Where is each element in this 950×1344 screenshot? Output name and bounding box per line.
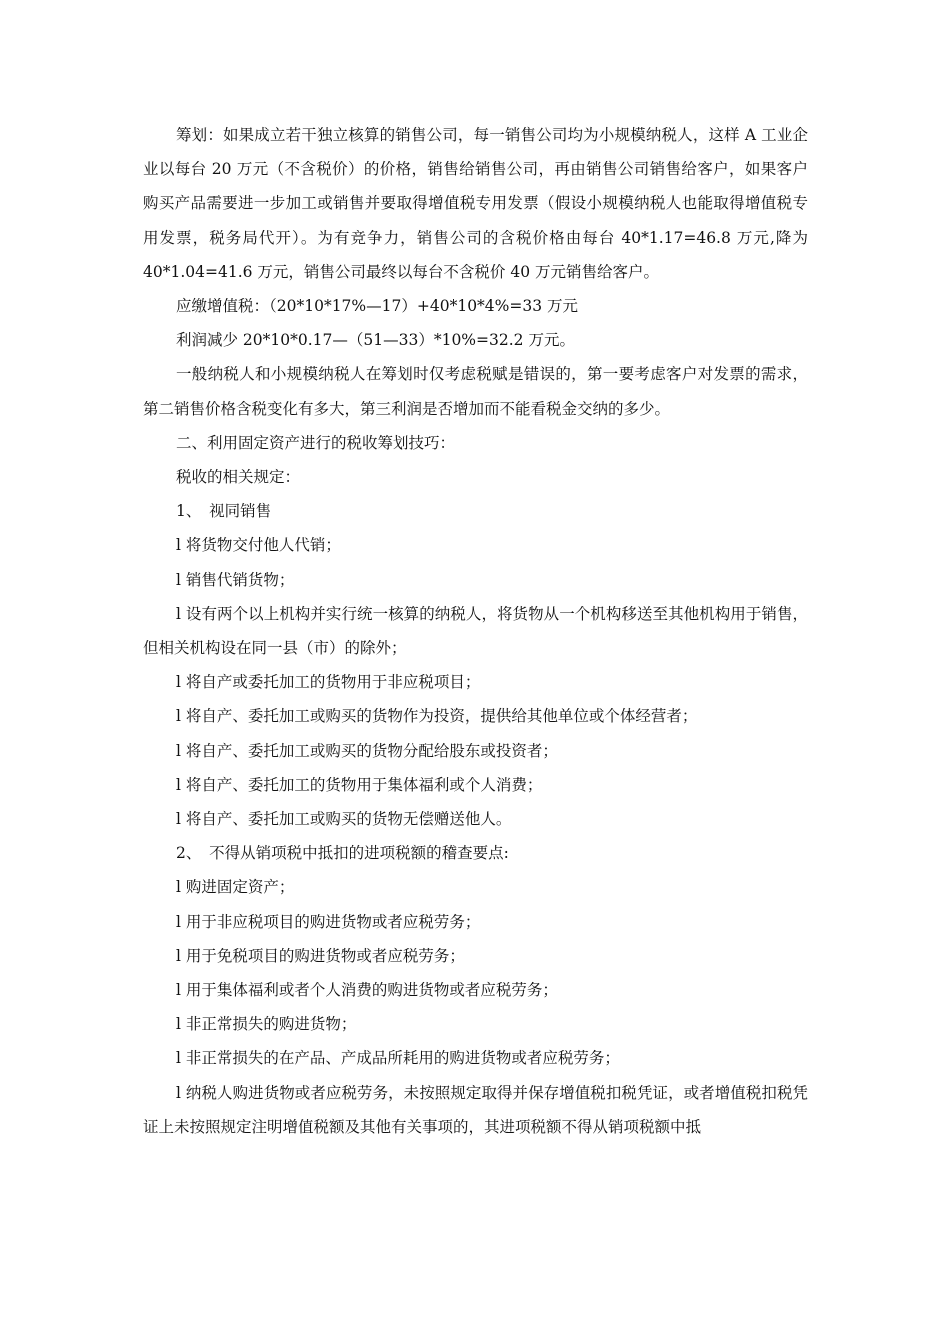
list-item: l 用于集体福利或者个人消费的购进货物或者应税劳务；: [176, 981, 558, 1000]
list-item: l 将货物交付他人代销；: [176, 536, 341, 555]
list-item: l 销售代销货物；: [176, 570, 295, 589]
list-item: l 购进固定资产；: [176, 878, 295, 897]
list-item: l 用于非应税项目的购进货物或者应税劳务；: [176, 912, 481, 931]
list-item: l 设有两个以上机构并实行统一核算的纳税人，将货物从一个机构移送至其他机构用于销售，但相关机构设在同一县（市）的除外；: [143, 604, 808, 658]
list-item: l 将自产、委托加工或购买的货物分配给股东或投资者；: [176, 741, 558, 760]
paragraph-profit-reduction: 利润减少 20*10*0.17—（51—33）*10%=32.2 万元。: [176, 331, 575, 350]
document-body: [143, 118, 808, 1144]
list-heading-non-deductible: 2、 不得从销项税中抵扣的进项税额的稽查要点:: [176, 844, 509, 863]
paragraph-vat-payable: 应缴增值税：（20*10*17%—17）+40*10*4%=33 万元: [176, 297, 579, 316]
list-item: l 纳税人购进货物或者应税劳务，未按照规定取得并保存增值税扣税凭证，或者增值税扣税凭证上未按照规定注明增值税额及其他有关事项的，其进项税额不得从销项税额中抵: [143, 1083, 808, 1136]
paragraph-taxpayer-note: 一般纳税人和小规模纳税人在筹划时仅考虑税赋是错误的，第一要考虑客户对发票的需求，第二销售价格含税变化有多大，第三利润是否增加而不能看税金交纳的多少。: [143, 365, 808, 418]
list-item: l 非正常损失的购进货物；: [176, 1015, 357, 1034]
list-heading-deemed-sales: 1、 视同销售: [176, 502, 272, 521]
list-item: l 将自产、委托加工或购买的货物无偿赠送他人。: [176, 810, 512, 829]
section-heading-fixed-assets: 二、利用固定资产进行的税收筹划技巧：: [176, 433, 456, 452]
list-item: l 将自产、委托加工或购买的货物作为投资，提供给其他单位或个体经营者；: [176, 707, 698, 726]
list-item: l 将自产或委托加工的货物用于非应税项目；: [176, 673, 481, 692]
subheading-tax-rules: 税收的相关规定：: [176, 468, 301, 487]
list-item: l 将自产、委托加工的货物用于集体福利或个人消费；: [176, 775, 543, 794]
paragraph-planning: 筹划：如果成立若干独立核算的销售公司，每一销售公司均为小规模纳税人，这样 A 工业企业以每台 20 万元（不含税价）的价格，销售给销售公司，再由销售公司销售给客户，如果客户购买产品需要进一步加工或销售并要取得增值税专用发票（假设小规模纳税人也能取得增值税专用发票，税务局代开）。为有竞争力，销售公司的含税价格由每台 40*1.17=46.8 万元,降为 40*1.04=41.6 万元，销售公司最终以每台不含税价 40 万元销售给客户。: [143, 126, 808, 281]
list-item: l 用于免税项目的购进货物或者应税劳务；: [176, 946, 465, 965]
list-item: l 非正常损失的在产品、产成品所耗用的购进货物或者应税劳务；: [176, 1049, 620, 1068]
